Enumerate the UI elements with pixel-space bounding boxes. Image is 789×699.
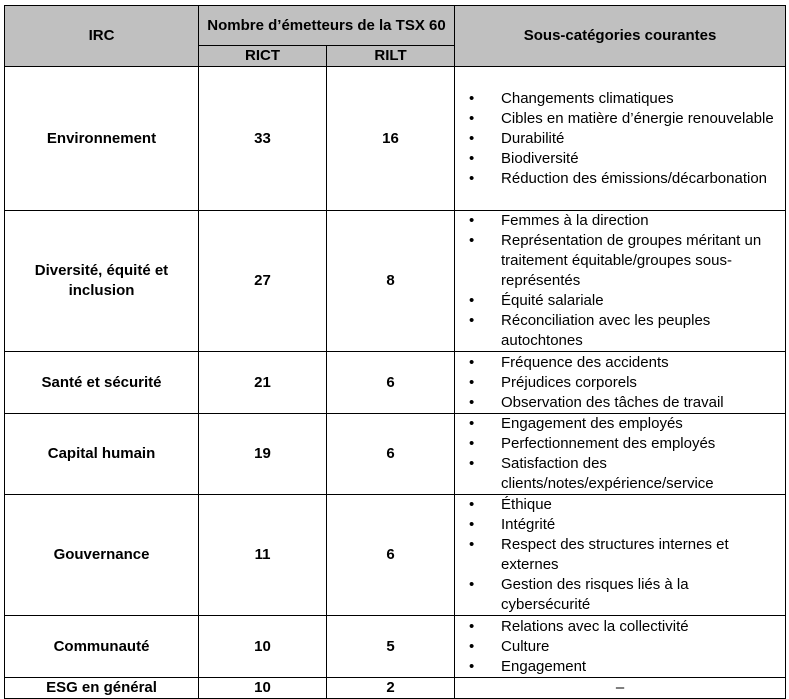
rilt-count: 2 <box>327 678 455 699</box>
rilt-count: 16 <box>327 67 455 211</box>
subcategory-item: • Éthique <box>455 495 779 515</box>
subcategory-list <box>455 414 779 494</box>
kpi-name: Gouvernance <box>5 495 199 616</box>
table-body <box>5 67 786 699</box>
table-row <box>5 352 786 414</box>
header-rilt: RILT <box>327 45 455 66</box>
kpi-name: Communauté <box>5 616 199 678</box>
header-row-top <box>5 6 786 46</box>
subcategory-item: • Durabilité <box>455 129 779 149</box>
subcategory-cell <box>455 211 786 352</box>
subcategory-item: • Respect des structures internes et externes <box>455 535 779 575</box>
subcategory-item: • Culture <box>455 637 779 657</box>
subcategory-item: • Engagement des employés <box>455 414 779 434</box>
table-row <box>5 414 786 495</box>
subcategory-cell <box>455 414 786 495</box>
rict-count: 11 <box>199 495 327 616</box>
kpi-table <box>4 5 786 699</box>
header-subcategories: Sous-catégories courantes <box>455 6 786 67</box>
rilt-count: 6 <box>327 352 455 414</box>
subcategory-cell <box>455 495 786 616</box>
subcategory-item: • Équité salariale <box>455 291 779 311</box>
subcategory-item: • Satisfaction des clients/notes/expérience/service <box>455 454 779 494</box>
rilt-count: 6 <box>327 495 455 616</box>
subcategory-cell <box>455 352 786 414</box>
subcategory-item: • Femmes à la direction <box>455 211 779 231</box>
subcategory-cell <box>455 67 786 211</box>
rict-count: 19 <box>199 414 327 495</box>
subcategory-item: • Observation des tâches de travail <box>455 393 779 413</box>
subcategory-list <box>455 89 779 189</box>
rict-count: 10 <box>199 616 327 678</box>
rict-count: 33 <box>199 67 327 211</box>
kpi-name: ESG en général <box>5 678 199 699</box>
subcategory-item: • Gestion des risques liés à la cybersécurité <box>455 575 779 615</box>
rict-count: 21 <box>199 352 327 414</box>
kpi-name: Santé et sécurité <box>5 352 199 414</box>
subcategory-list <box>455 495 779 615</box>
table-row <box>5 678 786 699</box>
header-issuers: Nombre d’émetteurs de la TSX 60 <box>199 6 455 46</box>
subcategory-list <box>455 353 779 413</box>
kpi-name: Diversité, équité et inclusion <box>5 211 199 352</box>
rict-count: 27 <box>199 211 327 352</box>
table-row <box>5 211 786 352</box>
rilt-count: 5 <box>327 616 455 678</box>
subcategory-item: • Perfectionnement des employés <box>455 434 779 454</box>
subcategory-item: • Intégrité <box>455 515 779 535</box>
table-row <box>5 616 786 678</box>
header-rict: RICT <box>199 45 327 66</box>
subcategory-list <box>455 211 779 351</box>
subcategory-list <box>455 617 779 677</box>
subcategory-item: • Réconciliation avec les peuples autochtones <box>455 311 779 351</box>
subcategory-item: • Fréquence des accidents <box>455 353 779 373</box>
subcategory-item: • Changements climatiques <box>455 89 779 109</box>
subcategory-item: • Biodiversité <box>455 149 779 169</box>
subcategory-dash: – <box>455 678 786 699</box>
subcategory-cell <box>455 616 786 678</box>
rilt-count: 8 <box>327 211 455 352</box>
table-row <box>5 67 786 211</box>
rict-count: 10 <box>199 678 327 699</box>
table-row <box>5 495 786 616</box>
kpi-name: Capital humain <box>5 414 199 495</box>
rilt-count: 6 <box>327 414 455 495</box>
subcategory-item: • Réduction des émissions/décarbonation <box>455 169 779 189</box>
subcategory-item: • Cibles en matière d’énergie renouvelable <box>455 109 779 129</box>
subcategory-item: • Relations avec la collectivité <box>455 617 779 637</box>
subcategory-item: • Engagement <box>455 657 779 677</box>
kpi-name: Environnement <box>5 67 199 211</box>
subcategory-item: • Préjudices corporels <box>455 373 779 393</box>
subcategory-item: • Représentation de groupes méritant un traitement équitable/groupes sous-représentés <box>455 231 779 291</box>
table-header <box>5 6 786 67</box>
header-irc: IRC <box>5 6 199 67</box>
